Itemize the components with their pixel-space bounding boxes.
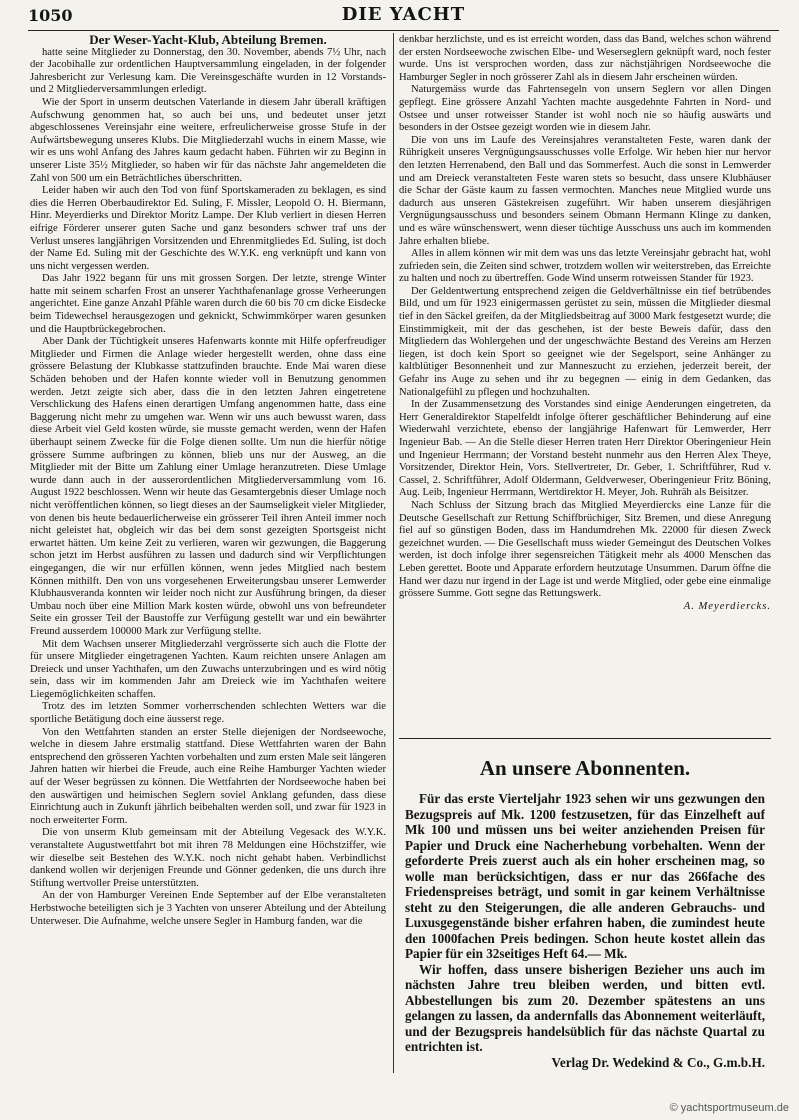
notice-paragraph: Für das erste Vierteljahr 1923 sehen wir uns gezwungen den Bezugspreis auf Mk. 1200 festzusetzen, für das Einzelheft auf Mk 100 und müssen uns bei weiter anziehenden Preisen für Papier und Druck eine Nacherhebung vorbehalten. Wenn der geforderte Preis zuerst auch als ein hoher erscheinen mag, so wolle man berücksichtigen, dass er nur das 266fache des Friedenspreises beträgt, und somit in gar keinem Verhältnisse steht zu den Steigerungen, die alle anderen Gebrauchs- und Luxusgegenstände bisher erfahren haben, die zumindest heute den 1000fachen Preis bedingen. Schon heute kostet allein das Papier für ein 32seitiges Heft 64.— Mk. xyxy=(405,791,765,961)
article-paragraph: Von den Wettfahrten standen an erster Stelle diejenigen der Nordseewoche, welche in diesem Jahre erstmalig stattfand. Diese Wettfahrten waren der Bahn entsprechend den grösseren Yachten vorbehalten und zum ersten Male seit längeren Jahren hatten wir hierbei die Freude, auch eine Reihe Hamburger Yachten wieder auf der Weser begrüssen zu können. Die Wettfahrten der Nordseewoche haben bei den auswärtigen und heimischen Seglern soviel Anklang gefunden, dass diese Einrichtung auch in Zukunft jährlich beibehalten werden soll, und zwar für 1923 in noch erweiterter Form. xyxy=(30,726,386,826)
article-title: Der Weser-Yacht-Klub, Abteilung Bremen. xyxy=(89,34,327,47)
notice-rule xyxy=(399,738,771,739)
article-paragraph: Wie der Sport in unserm deutschen Vaterlande in diesem Jahr überall kräftigen Aufschwung genommen hat, so auch bei uns, und bedeutet unser jetzt abgeschlossenes Vereinsjahr eine weitere, erfreulicherweise grosse Stufe in der Aufwärtsbewegung unseres Klubs. Die Mitgliederzahl wuchs in einem Masse, wie wir es uns wohl Anfang des Jahres kaum gedacht haben. Führten wir zu Beginn in unserer Liste 35½ Mitglieder, so haben wir für das nächste Jahr angemeldeten die Zahl von 500 um ein Beträchtliches überschritten. xyxy=(30,96,386,184)
article-paragraph: Aber Dank der Tüchtigkeit unseres Hafenwarts konnte mit Hilfe opferfreudiger Mitglieder und Firmen die Anlage wieder hergestellt werden, ohne dass eine grössere Belastung der Klubkasse stattzufinden brauchte. Ende Mai waren diese Schäden behoben und der Hafen konnte wieder voll in Benutzung genommen werden. Jetzt zeigte sich aber, dass die in den letzten Jahren eingetretene Verschlickung des Hafens einen derartigen Umfang angenommen hatte, dass eine Baggerung nicht mehr zu umgehen war. Wenn wir uns auch bewusst waren, dass diese Arbeit viel Geld kosten würde, sie musste gemacht werden, wenn der Hafen überhaupt seinem Zwecke für die Folge dienen sollte. Um nun die hierfür nötige grössere Summe aufbringen zu können, blieb uns nur der Ausweg, an die Mitglieder mit der Bitte um Zahlung einer Umlage heranzutreten. Diese Umlage wurde dann auch in der ausserordentlichen Mitgliederversammlung vom 16. August 1922 beschlossen. Wenn wir heute das Gesamtergebnis dieser Umlage noch nicht veröffentlichen können, so liegt dieses an der Saumseligkeit vieler Mitglieder, von denen bis heute bedauerlicherweise ein grösserer Teil ihren Anteil immer noch nicht geleistet hat, obgleich wir das bei dem sonst gezeigten Sportsgeist nicht erwartet hätten. Um keine Zeit zu verlieren, waren wir gezwungen, die Baggerung schon jetzt im Herbst ausführen zu lassen und dadurch sind wir Verpflichtungen eingegangen, die wir nur erfüllen können, wenn jedes Mitglied nach bestem Können mithilft. Den von uns vorgesehenen Erweiterungsbau unserer Lemwerder Klubhausveranda konnten wir leider noch nicht zur Ausführung bringen, da dieser Umbau noch über eine Million Mark kosten würde, obwohl uns von befreundeter Seite ein grosser Teil der Baustoffe zur Verfügung gestellt war und ein bewährter Freund ausserdem 100000 Mark zur Verfügung stellte. xyxy=(30,336,386,637)
article-paragraph: Das Jahr 1922 begann für uns mit grossen Sorgen. Der letzte, strenge Winter hatte mit seinem scharfen Frost an unserer Yachthafenanlage grosse Verheerungen angerichtet. Eine ganze Anzahl Pfähle waren durch die 60 bis 70 cm dicke Eisdecke beim Tidewechsel herausgezogen und geknickt, Schwimmkörper waren gesunken und die Hauptbrückegebrochen. xyxy=(30,273,386,335)
subscriber-notice xyxy=(405,750,765,1080)
article-paragraph: denkbar herzlichste, und es ist erreicht worden, dass das Band, welches schon während der ersten Nordseewoche zwischen Elbe- und Weserseglern geknüpft ward, noch fester wurde. Uns ist versprochen worden, dass zur nächstjährigen Nordseewoche die Hamburger Segler in noch grösserer Zahl als in diesem Jahr erscheinen würden. xyxy=(399,34,771,83)
notice-publisher: Verlag Dr. Wedekind & Co., G.m.b.H. xyxy=(551,1054,765,1070)
article-paragraph: Mit dem Wachsen unserer Mitgliederzahl vergrösserte sich auch die Flotte der für unsere Mitglieder eingetragenen Yachten. Kaum reichten unsere Anlagen am Dreieck und unser Yachthafen, um den Zuwachs unterzubringen und es wird nötig sein, dass wir im kommenden Jahr am Dreieck wie im Yachthafen weitere Liegemöglichkeiten schaffen. xyxy=(30,638,386,700)
notice-title: An unsere Abonnenten. xyxy=(479,756,691,780)
article-paragraph: Alles in allem können wir mit dem was uns das letzte Vereinsjahr gebracht hat, wohl zufrieden sein, die Zeiten sind schwer, trotzdem wollen wir weiterstreben, das Erreichte zu halten und noch zu übertreffen. Gode Wind unserm rotweissen Stander für 1923. xyxy=(399,248,771,285)
article-paragraph: An der von Hamburger Vereinen Ende September auf der Elbe veranstalteten Herbstwoche beteiligten sich je 3 Yachten von unserer Abteilung und der Abteilung Unterweser. Die Aufnahme, welche unsere Segler in Hamburg fanden, war die xyxy=(30,890,386,927)
article-paragraph: Die von uns im Laufe des Vereinsjahres veranstalteten Feste, waren dank der Rührigkeit unseres Vergnügungsausschusses volle Erfolge. Wir heben hier nur hervor den letzten Herrenabend, den Ball und das Sommerfest. Auch die sonst in Lemwerder und am Dreieck veranstalteten Feste waren stets so besucht, dass unsere Klubhäuser die Schar der Gäste kaum zu fassen vermochten. Manches neue Mitglied wurde uns dadurch aus unseren Gästekreisen zugeführt. Wir haben unserem diesjährigen Vergnügungsausschuss und besonders seinem Obmann Hermann Klinge zu danken, und es wäre wünschenswert, wenn dieser tüchtige Ausschuss uns auch im kommenden Jahre erhalten bliebe. xyxy=(399,134,771,247)
page-number: 1050 xyxy=(28,6,73,25)
column-divider xyxy=(393,33,394,1073)
notice-paragraph: Wir hoffen, dass unsere bisherigen Bezieher uns auch im nächsten Jahre treu bleiben werden, und bitten evtl. Abbestellungen bis zum 20. Dezember spätestens an uns gelangen zu lassen, da andernfalls das Abonnement weiterläuft, und der Bezugspreis handelsüblich für das nächste Quartal zu entrichten ist. xyxy=(405,961,765,1054)
page-header xyxy=(28,6,779,28)
article-paragraph: Trotz des im letzten Sommer vorherrschenden schlechten Wetters war die sportliche Betätigung doch eine äusserst rege. xyxy=(30,701,386,726)
magazine-title: DIE YACHT xyxy=(341,4,466,25)
article-paragraph: Naturgemäss wurde das Fahrtensegeln von unsern Seglern vor allen Dingen gepflegt. Eine grössere Anzahl Yachten machte ausgedehnte Fahrten in Nord- und Ostsee und unser rotweisser Stander ist wohl noch nie so häufig auswärts und besonders in der Ostsee gezeigt worden wie in diesem Jahr. xyxy=(399,84,771,134)
article-signature: A. Meyerdiercks. xyxy=(683,600,771,612)
article-paragraph: Der Geldentwertung entsprechend zeigen die Geldverhältnisse ein tief betrübendes Bild, und um für 1923 einigermassen gerüstet zu sein, müssen die Mitglieder diesmal tief in den Säckel greifen, da der Mitgliedsbeitrag auf 3000 Mark festgesetzt wurde; die Einstimmigkeit, mit der das geschehen, ist der beste Beweis dafür, dass den Mitgliedern das Wohlergehen und der ungeschwächte Bestand des Vereins am Herzen liegen, ist doch kein Sport so geeignet wie der Segelsport, seine Anhänger zu kaltblütiger Besonnenheit und zur Manneszucht zu erziehen, jederzeit bereit, der Gefahr ins Auge zu sehen und ihr zu begegnen — einig in dem Gedanken, das Nationalgefühl zu pflegen und hochzuhalten. xyxy=(399,285,771,398)
header-rule xyxy=(28,30,779,31)
article-paragraph: Leider haben wir auch den Tod von fünf Sportskameraden zu beklagen, es sind dies die Herren Oberbaudirektor Ed. Suling, F. Missler, Leopold O. H. Biermann, Hinr. Meyerdierks und Direktor Moritz Lampe. Der Klub verliert in diesen Herren eifrige Förderer unserer guten Sache und ganz besonders schwer traf uns der Verlust unseres langjährigen Vorsitzenden und Ehrenmitgliedes Ed. Suling, ist doch der Name Ed. Suling mit der Geschichte des W.Y.K. eng verknüpft und kann von uns nicht vergessen werden. xyxy=(30,185,386,272)
watermark: © yachtsportmuseum.de xyxy=(669,1102,789,1114)
article-paragraph: In der Zusammensetzung des Vorstandes sind einige Aenderungen eingetreten, da Herr Generaldirektor Stapelfeldt infolge öfterer geschäftlicher Behinderung auf eine Wiederwahl verzichtete, ebenso der langjährige Hafenwart für Lemwerder, Herr Ingenieur Bab. — An die Stelle dieser Herren traten Herr Direktor Oberingenieur Hein und Ingenieur Herrmann; der Vorstand besteht nunmehr aus den Herren Alex Theye, Vorsitzender, Direktor Hein, Vors. Stellvertreter, Dr. Geber, 1. Schriftführer, Rud v. Cassel, 2. Schriftführer, Adolf Oldermann, Geldverweser, Oberingenieur Fritz Böning, Aug. Leib, Ingenieur Herrmann, Wertdirektor H. Meyer, Joh. Ruhräh als Beisitzer. xyxy=(399,399,771,499)
article-paragraph: Nach Schluss der Sitzung brach das Mitglied Meyerdiercks eine Lanze für die Deutsche Gesellschaft zur Rettung Schiffbrüchiger, Sitz Bremen, und diese Anregung fiel auf so günstigen Boden, dass im Handumdrehen Mk. 22000 für diesen Zweck gezeichnet wurden. — Die Gesellschaft muss wieder Gemeingut des Deutschen Volkes werden, ist doch infolge ihrer segensreichen Tätigkeit mehr als 4000 Menschen das Leben gerettet. Boote und Apparate erfordern heutzutage Unsummen. Darum öffne die Hand wer dazu nur irgend in der Lage ist und werde Mitglied, oder gebe eine einmalige grössere Summe. Gott segne das Rettungswerk. xyxy=(399,499,771,600)
article-paragraph: Die von unserm Klub gemeinsam mit der Abteilung Vegesack des W.Y.K. veranstaltete Augustwettfahrt bot mit ihren 78 Meldungen eine Höchstziffer, wie wir dieselbe seit Bestehen des W.Y.K. noch nicht gehabt haben. Verbindlichst dankend wollen wir derjenigen Freunde und Gönner gedenken, die uns durch ihre Stiftung wertvoller Preise unterstützten. xyxy=(30,827,386,889)
right-column xyxy=(399,34,771,734)
left-column xyxy=(30,34,386,1084)
article-paragraph: hatte seine Mitglieder zu Donnerstag, den 30. November, abends 7½ Uhr, nach der Jacobihalle zur ordentlichen Hauptversammlung eingeladen, in der folgender Jahresbericht zur Verlesung kam. Die Vereinsgeschäfte wurden in 12 Vorstands- und 2 Mitgliederversammlungen erledigt. xyxy=(30,46,386,96)
